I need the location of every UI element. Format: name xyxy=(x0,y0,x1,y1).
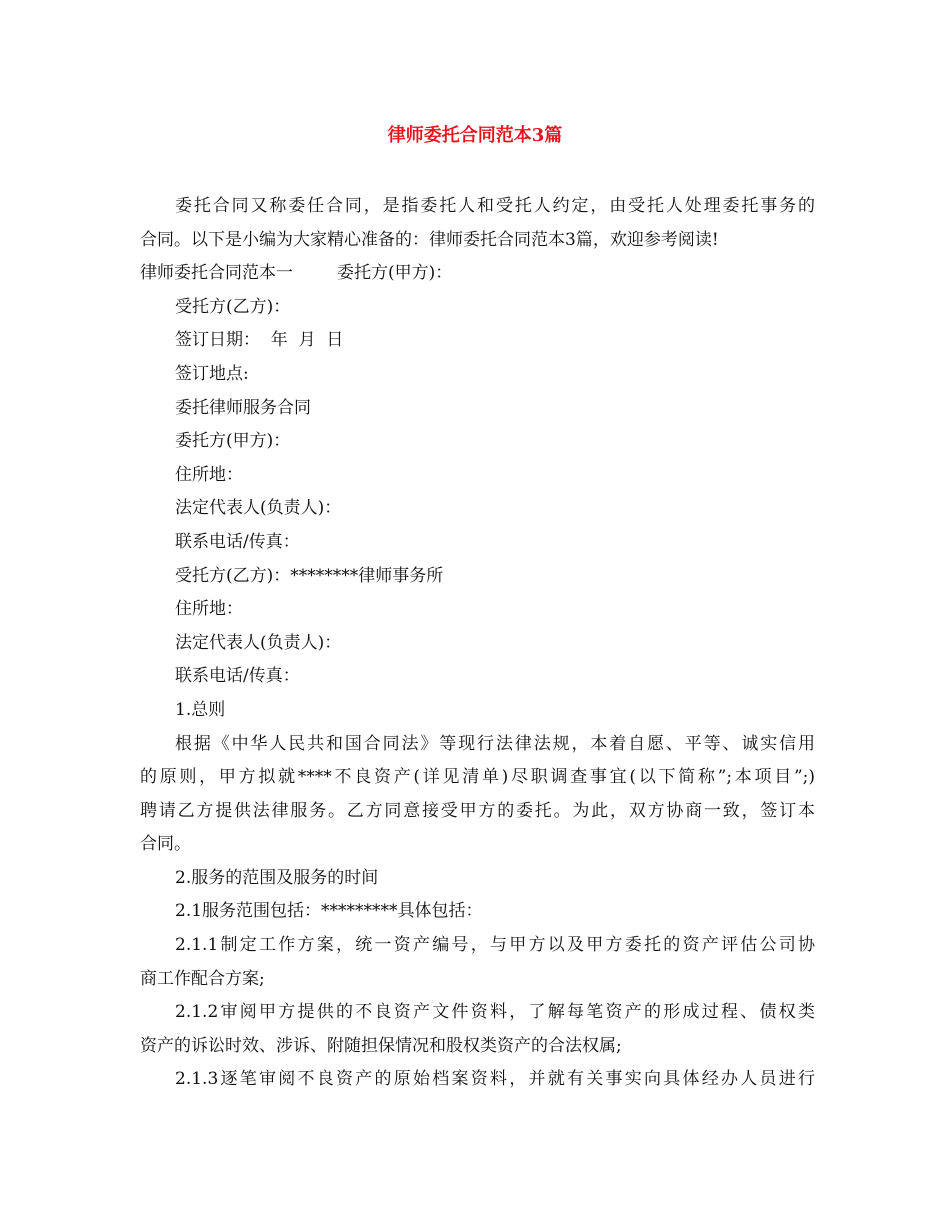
paragraph-line: 联系电话/传真： xyxy=(175,531,300,552)
paragraph-line: 合同。以下是小编为大家精心准备的：律师委托合同范本3篇，欢迎参考阅读! xyxy=(140,229,719,250)
paragraph-line: 资产的诉讼时效、涉诉、附随担保情况和股权类资产的合法权属; xyxy=(140,1035,622,1056)
paragraph-line: 受托方(乙方)：********律师事务所 xyxy=(175,565,444,586)
section-heading: 律师委托合同范本一 xyxy=(140,263,293,284)
paragraph-line: 签订日期： 年 月 日 xyxy=(175,330,344,351)
paragraph-line: 2.1.2审阅甲方提供的不良资产文件资料，了解每笔资产的形成过程、债权类 xyxy=(175,1002,815,1023)
paragraph-line: 住所地： xyxy=(175,599,243,620)
paragraph-line: 根据《中华人民共和国合同法》等现行法律法规，本着自愿、平等、诚实信用 xyxy=(175,733,815,754)
paragraph-line: 法定代表人(负责人)： xyxy=(175,498,342,519)
paragraph-line: 2.1.1制定工作方案，统一资产编号，与甲方以及甲方委托的资产评估公司协 xyxy=(175,935,815,956)
paragraph-line: 合同。 xyxy=(140,834,191,855)
paragraph-line: 受托方(乙方)： xyxy=(175,296,291,317)
paragraph-line: 签订地点: xyxy=(175,363,249,384)
paragraph-line: 委托律师服务合同 xyxy=(175,397,311,418)
document-body xyxy=(140,190,815,1097)
section-heading-line xyxy=(140,257,815,291)
paragraph-line: 2.1.3逐笔审阅不良资产的原始档案资料，并就有关事实向具体经办人员进行 xyxy=(175,1069,815,1090)
document-title: 律师委托合同范本3篇 xyxy=(387,125,563,146)
paragraph-line: 联系电话/传真： xyxy=(175,666,300,687)
paragraph-line: 委托合同又称委任合同，是指委托人和受托人约定，由受托人处理委托事务的 xyxy=(175,196,815,216)
paragraph-line: 聘请乙方提供法律服务。乙方同意接受甲方的委托。为此，双方协商一致，签订本 xyxy=(140,800,815,821)
paragraph-line: 的原则，甲方拟就****不良资产(详见清单)尽职调查事宜(以下简称”;本项目”;) xyxy=(140,767,815,788)
paragraph-line: 2.1服务范围包括：*********具体包括： xyxy=(175,901,483,922)
paragraph-line: 1.总则 xyxy=(175,699,226,720)
paragraph-line: 法定代表人(负责人)： xyxy=(175,632,342,653)
paragraph-line: 委托方(甲方)： xyxy=(337,263,453,284)
paragraph-line: 委托方(甲方)： xyxy=(175,431,291,452)
paragraph-line: 2.服务的范围及服务的时间 xyxy=(175,867,379,888)
paragraph-line: 商工作配合方案; xyxy=(140,968,265,989)
paragraph-line: 住所地： xyxy=(175,464,243,485)
